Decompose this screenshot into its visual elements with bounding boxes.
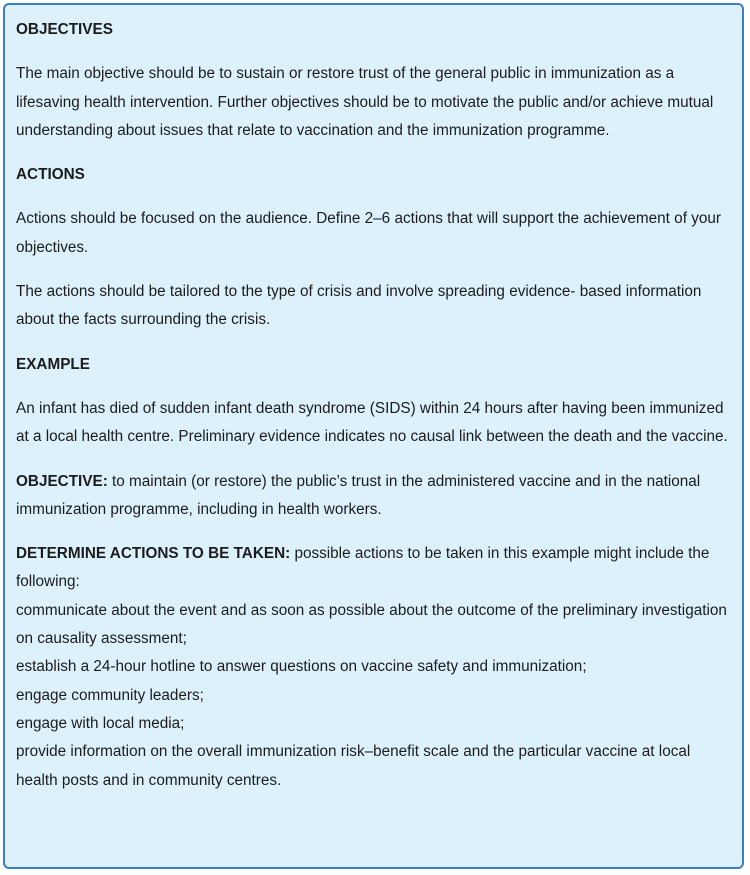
determine-label: DETERMINE ACTIONS TO BE TAKEN: (16, 545, 291, 563)
objectives-text: The main objective should be to sustain or restore trust of the general public in immunization as a lifesaving health intervention. Further objectives should be to motivate the public and/or achieve mutual understanding about issues that relate to vaccination and the immunization programme. (16, 65, 714, 139)
list-item: engage with local media; (16, 714, 185, 732)
objective-label: OBJECTIVE: (16, 472, 108, 490)
action-list (16, 597, 734, 795)
actions-paragraph: Actions should be focused on the audience. Define 2–6 actions that will support the achievement of your objectives. (16, 210, 721, 256)
determine-text: possible actions to be taken in this example might include the following: (16, 545, 710, 591)
example-objective (16, 468, 734, 525)
example-text: An infant has died of sudden infant death syndrome (SIDS) within 24 hours after having been immunized at a local health centre. Preliminary evidence indicates no causal link between the death and the vaccine. (16, 399, 728, 446)
list-item: provide information on the overall immunization risk–benefit scale and the particular vaccine at local health posts and in community centres. (16, 743, 691, 789)
example-heading: EXAMPLE (16, 355, 90, 373)
objective-text: to maintain (or restore) the public’s trust in the administered vaccine and in the national immunization programme, including in health workers. (16, 472, 701, 518)
list-item: communicate about the event and as soon as possible about the outcome of the preliminary investigation on causality assessment; (16, 601, 727, 648)
list-item: establish a 24-hour hotline to answer questions on vaccine safety and immunization; (16, 658, 587, 676)
info-box (3, 3, 744, 869)
objectives-heading: OBJECTIVES (16, 21, 113, 38)
actions-paragraph: The actions should be tailored to the type of crisis and involve spreading evidence- based information about the facts surrounding the crisis. (16, 283, 702, 329)
example-determine-actions (16, 540, 734, 597)
actions-heading: ACTIONS (16, 166, 85, 184)
list-item: engage community leaders; (16, 686, 204, 704)
